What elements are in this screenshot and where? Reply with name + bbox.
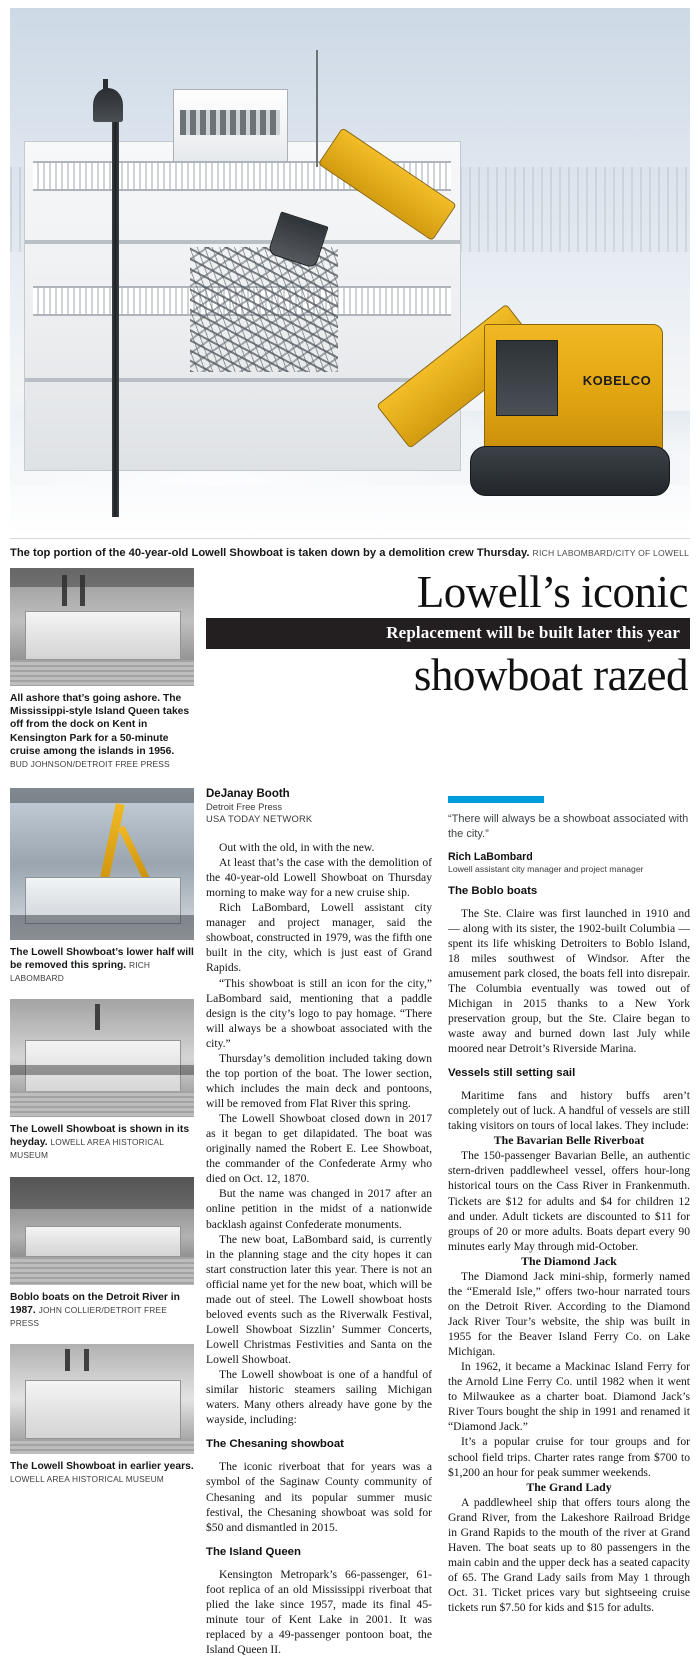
showboat-early bbox=[25, 1380, 182, 1439]
subhead-vessels-sailing: Vessels still setting sail bbox=[448, 1067, 576, 1080]
minihead-bavarian-belle: The Bavarian Belle Riverboat bbox=[493, 1133, 645, 1148]
caption-text-1: All ashore that’s going ashore. The Mississippi-style Island Queen takes off from the dock on Kent in Kensington Park for a 50-minute cruise among the islands in 1956. bbox=[10, 693, 190, 757]
photo-shading bbox=[10, 568, 194, 587]
subhead-boblo-boats: The Boblo boats bbox=[448, 884, 538, 897]
smokestack bbox=[95, 1004, 100, 1030]
pilothouse bbox=[173, 89, 288, 163]
water-texture bbox=[10, 1091, 194, 1117]
headline-block bbox=[206, 568, 690, 784]
pull-quote-attribution-name: Rich LaBombard bbox=[448, 850, 533, 863]
hero-photo-credit: RICH LABOMBARD/CITY OF LOWELL bbox=[532, 548, 690, 558]
headline-line-2: showboat razed bbox=[413, 650, 688, 701]
masthead-row bbox=[10, 568, 690, 784]
water-texture bbox=[10, 1439, 194, 1454]
photo-island-queen-1956 bbox=[10, 568, 194, 686]
pull-quote-text: “There will always be a showboat associated with the city.” bbox=[448, 812, 689, 840]
excavator-track bbox=[470, 446, 669, 496]
mast-pole bbox=[316, 50, 318, 167]
body-paragraph: Kensington Metropark’s 66-passenger, 61-foot replica of an old Mississippi riverboat that plied the lake since 1957, made its final 45-minute tour of Kent Lake in 2001. It was replaced by a 49-passenger pontoon boat, the Island Queen II. bbox=[206, 1567, 432, 1657]
byline-author: DeJanay Booth bbox=[206, 787, 290, 800]
photo-caption-4 bbox=[10, 1285, 194, 1345]
body-paragraph: The Ste. Claire was first launched in 1910 and — along with its sister, the 1902-built Columbia — spent its life whisking Detroiters to Boblo Island, 18 miles southwest of Windsor. After the amusement park closed, the boats fell into disrepair. The Columbia eventually was towed out of Michigan in 2015 thanks to a New York preservation group, but the Ste. Claire began to waste away and burned down last July while moored near Detroit’s Riverside Marina. bbox=[448, 906, 690, 1056]
photo-credit-5: LOWELL AREA HISTORICAL MUSEUM bbox=[10, 1474, 164, 1485]
crowd-band bbox=[10, 1065, 194, 1074]
body-paragraph: “This showboat is still an icon for the city,” LaBombard said, mentioning that a paddle design is the city’s logo to pay homage. “There will always be a showboat associated with the city.” bbox=[206, 976, 432, 1050]
story-column-right bbox=[448, 788, 690, 1657]
river-water bbox=[10, 1257, 194, 1285]
body-paragraph: A paddlewheel ship that offers tours along the Grand River, from the Lakeshore Railroad Bridge in Grand Rapids to the mouth of the river at Grand Haven. The boat seats up to 80 passengers in the main cabin and the upper deck has a seated capacity of 65. The Grand Lady sails from May 1 through Oct. 31. Ticket prices vary but sightseeing cruise tickets run $7.50 for kids and $15 for adults. bbox=[448, 1495, 690, 1615]
accent-bar bbox=[448, 796, 544, 803]
body-paragraph: The Lowell showboat is one of a handful of similar historic steamers sailing Michigan waters. Many others already have gone by the wayside, including: bbox=[206, 1368, 432, 1427]
excavator-body bbox=[484, 324, 663, 453]
body-paragraph: The Lowell Showboat closed down in 2017 as it began to get dilapidated. The boat was originally named the Robert E. Lee Showboat, the commander of the Confederate Army who died on Oct. 12, 1870. bbox=[206, 1112, 432, 1186]
body-paragraph: It’s a popular cruise for tour groups and for school field trips. Charter rates range from $700 to $1,200 an hour for peak summer weekends. bbox=[448, 1435, 690, 1479]
lamppost bbox=[112, 103, 119, 516]
body-paragraph: Rich LaBombard, Lowell assistant city manager and project manager, said the showboat, constructed in 1979, was the fifth one built in the city, which is just east of Grand Rapids. bbox=[206, 901, 432, 975]
minihead-grand-lady: The Grand Lady bbox=[526, 1479, 612, 1494]
crane-arm bbox=[118, 826, 151, 884]
body-paragraph: In 1962, it became a Mackinac Island Ferry for the Arnold Line Ferry Co. until 1982 when it went to Milwaukee as a charter boat. Diamond Jack’s River Tours bought the ship in 1991 and renamed it “Diamond Jack.” bbox=[448, 1360, 690, 1434]
subhead-island-queen: The Island Queen bbox=[206, 1545, 301, 1558]
photo-caption-2 bbox=[10, 940, 194, 1000]
byline-organization: Detroit Free Press bbox=[206, 800, 283, 812]
bridge-structure bbox=[10, 1177, 194, 1209]
body-paragraph: But the name was changed in 2017 after an online petition in the midst of a nationwide backlash against Confederate monuments. bbox=[206, 1187, 432, 1231]
body-paragraph: Out with the old, in with the new. bbox=[219, 840, 375, 854]
smokestack-right bbox=[84, 1349, 89, 1371]
caption-text-3: The Lowell Showboat is shown in its heyday. bbox=[10, 1124, 190, 1149]
debris-pile bbox=[190, 247, 338, 372]
caption-text-5: The Lowell Showboat in earlier years. bbox=[10, 1461, 194, 1473]
hero-photo bbox=[10, 8, 690, 538]
photo-credit-2: RICH LABOMBARD bbox=[10, 959, 151, 983]
photo-showboat-demolition bbox=[10, 788, 194, 940]
water-texture bbox=[10, 660, 194, 686]
body-paragraph: The iconic riverboat that for years was a symbol of the Saginaw County community of Chesaning and its popular summer music festival, the Chesaning showboat was sold for $50 and dismantled in 2015. bbox=[206, 1460, 432, 1534]
smokestack-left bbox=[65, 1349, 70, 1371]
body-paragraph: The Diamond Jack mini-ship, formerly named the “Emerald Isle,” offers two-hour narrated tours on the Detroit River. According to the Diamond Jack River Tour’s website, the ship was built in 1955 for the Beaver Island Ferry Co. on Lake Michigan. bbox=[448, 1269, 690, 1359]
left-rail-top bbox=[10, 568, 206, 784]
body-paragraph: At least that’s the case with the demolition of the 40-year-old Lowell Showboat on Thursday morning to make way for a new cruise ship. bbox=[206, 856, 432, 900]
photo-caption-3 bbox=[10, 1117, 194, 1177]
caption-text-2: The Lowell Showboat’s lower half will be removed this spring. bbox=[10, 946, 194, 971]
photo-credit-1: BUD JOHNSON/DETROIT FREE PRESS bbox=[10, 758, 170, 769]
photo-showboat-earlier bbox=[10, 1344, 194, 1454]
body-paragraph: Maritime fans and history buffs aren’t completely out of luck. A handful of vessels are still taking visitors on tours of local lakes. They include: bbox=[448, 1089, 690, 1133]
boat-deckline-upper bbox=[25, 240, 460, 244]
excavator-brand-label: KOBELCO bbox=[582, 373, 652, 389]
story-column-left bbox=[206, 788, 448, 1657]
lamp-head bbox=[93, 88, 123, 122]
minihead-diamond-jack: The Diamond Jack bbox=[521, 1253, 617, 1268]
caption-text-4: Boblo boats on the Detroit River in 1987. bbox=[10, 1291, 180, 1316]
left-photo-rail bbox=[10, 788, 206, 1657]
photo-showboat-heyday bbox=[10, 999, 194, 1117]
subhead-chesaning: The Chesaning showboat bbox=[206, 1438, 344, 1451]
excavator-cab bbox=[496, 340, 558, 416]
boat-deckline-lower bbox=[25, 378, 460, 382]
hero-photo-caption bbox=[10, 538, 690, 568]
boblo-boat bbox=[25, 1226, 182, 1256]
photo-caption-1 bbox=[10, 686, 194, 784]
headline-kicker: Replacement will be built later this year bbox=[206, 618, 690, 649]
body-paragraph: The 150-passenger Bavarian Belle, an authentic stern-driven paddlewheel vessel, offers hour-long historical tours on the Cass River in Frankenmuth. Tickets are $12 for adults and $4 for children 12 and under. Adult tickets are discounted to $11 for groups of 20 or more adults. Boats depart every 90 minutes early May through mid-October. bbox=[448, 1149, 690, 1253]
hero-caption-text: The top portion of the 40-year-old Lowell Showboat is taken down by a demolition crew Thursday. bbox=[10, 547, 530, 559]
byline-network: USA TODAY NETWORK bbox=[206, 813, 313, 825]
photo-credit-3: LOWELL AREA HISTORICAL MUSEUM bbox=[10, 1137, 164, 1161]
headline-line-1: Lowell’s iconic bbox=[416, 567, 688, 617]
photo-boblo-boats bbox=[10, 1177, 194, 1285]
story-columns bbox=[10, 788, 690, 1657]
riverboat-silhouette bbox=[25, 611, 182, 660]
photo-shading bbox=[10, 788, 194, 803]
ground-shading bbox=[10, 915, 194, 939]
pull-quote-attribution-role: Lowell assistant city manager and project manager bbox=[448, 863, 644, 874]
body-paragraph: Thursday’s demolition included taking down the top portion of the boat. The lower section, which includes the main deck and pontoons, will be removed from Flat River this spring. bbox=[206, 1051, 432, 1111]
photo-credit-4: JOHN COLLIER/DETROIT FREE PRESS bbox=[10, 1304, 167, 1328]
body-paragraph: The new boat, LaBombard said, is currently in the planning stage and the city hopes it can start construction later this year. There is not an official name yet for the new boat, which will be made out of steel. The Lowell showboat hosts beloved events such as the Riverwalk Festival, Lowell Showboat Sizzlin’ Summer Concerts, Lowell Christmas Festivities and Santa on the Lowell Showboat. bbox=[206, 1232, 432, 1367]
photo-caption-5 bbox=[10, 1454, 194, 1499]
